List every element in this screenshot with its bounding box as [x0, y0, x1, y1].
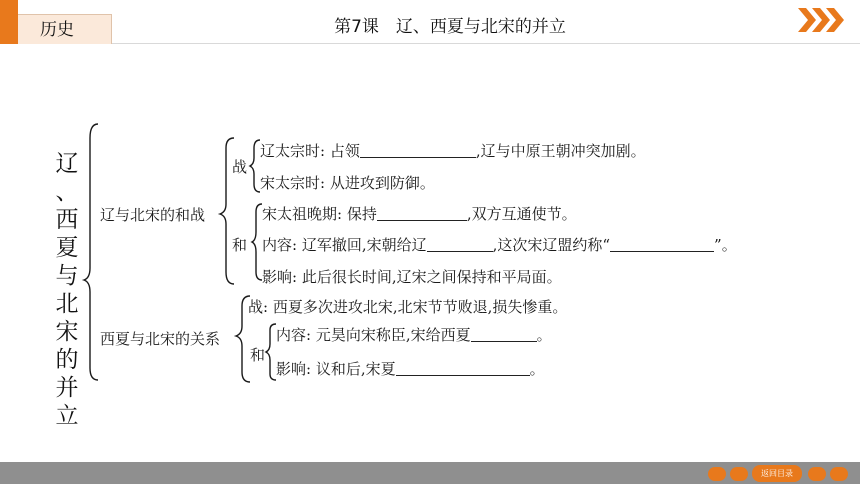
peace-item-text: 。 — [536, 326, 552, 344]
outer-brace — [84, 124, 98, 380]
subject-tab: 历史 — [18, 14, 112, 44]
last-page-button[interactable] — [830, 467, 848, 481]
war-item-text: 辽太宗时: 占领 — [260, 142, 360, 160]
peace-brace-1 — [252, 204, 262, 280]
fill-in-blank[interactable] — [396, 361, 530, 376]
war-brace — [250, 140, 260, 192]
header-divider — [112, 43, 860, 44]
war-item — [260, 140, 646, 161]
peace-item — [262, 234, 737, 255]
fill-in-blank[interactable] — [360, 143, 476, 158]
first-page-button[interactable] — [708, 467, 726, 481]
peace-item-text: 。 — [529, 360, 545, 378]
section1-label: 辽与北宋的和战 — [100, 206, 206, 224]
section2-war: 战: 西夏多次进攻北宋,北宋节节败退,损失惨重。 — [248, 298, 568, 316]
title-char: 北 — [55, 291, 79, 317]
peace-item-text: 内容: 元昊向宋称臣,宋给西夏 — [276, 326, 471, 344]
lesson-title: 第7课 辽、西夏与北宋的并立 — [334, 17, 566, 37]
peace-item-text: 宋太祖晚期: 保持 — [262, 205, 377, 223]
war-item: 宋太宗时: 从进攻到防御。 — [260, 174, 435, 192]
title-char: 西 — [55, 207, 79, 233]
prev-page-button[interactable] — [730, 467, 748, 481]
fill-in-blank[interactable] — [377, 206, 467, 221]
title-char: 的 — [55, 347, 79, 373]
peace-label: 和 — [250, 346, 266, 364]
fill-in-blank[interactable] — [610, 237, 714, 252]
peace-item-text: ,这次宋辽盟约称“ — [492, 236, 611, 254]
peace-brace-2 — [266, 324, 276, 380]
header-bar — [0, 0, 860, 44]
back-to-contents-button[interactable]: 返回目录 — [752, 465, 802, 482]
title-char: 并 — [55, 375, 79, 401]
title-char: 立 — [55, 403, 79, 429]
peace-item: 影响: 此后很长时间,辽宋之间保持和平局面。 — [262, 268, 562, 286]
section2-label: 西夏与北宋的关系 — [100, 330, 221, 348]
vertical-title — [54, 150, 80, 430]
title-char: 宋 — [55, 319, 79, 345]
peace-item-text: ”。 — [714, 236, 737, 254]
title-char: 与 — [55, 263, 79, 289]
peace-item — [276, 324, 552, 345]
peace-label: 和 — [232, 236, 248, 254]
title-char: 辽 — [55, 151, 79, 177]
war-label: 战 — [232, 158, 248, 176]
peace-item-text: 影响: 议和后,宋夏 — [276, 360, 396, 378]
war-item-text: ,辽与中原王朝冲突加剧。 — [475, 142, 646, 160]
next-page-button[interactable] — [808, 467, 826, 481]
peace-item-text: ,双方互通使节。 — [466, 205, 577, 223]
fill-in-blank[interactable] — [471, 327, 537, 342]
peace-item-text: 内容: 辽军撤回,宋朝给辽 — [262, 236, 427, 254]
peace-item — [276, 358, 545, 379]
peace-item — [262, 203, 577, 224]
title-char: 夏 — [55, 235, 79, 261]
fill-in-blank[interactable] — [427, 237, 493, 252]
title-char: 、 — [55, 179, 79, 205]
next-chevrons-icon[interactable] — [798, 8, 844, 32]
